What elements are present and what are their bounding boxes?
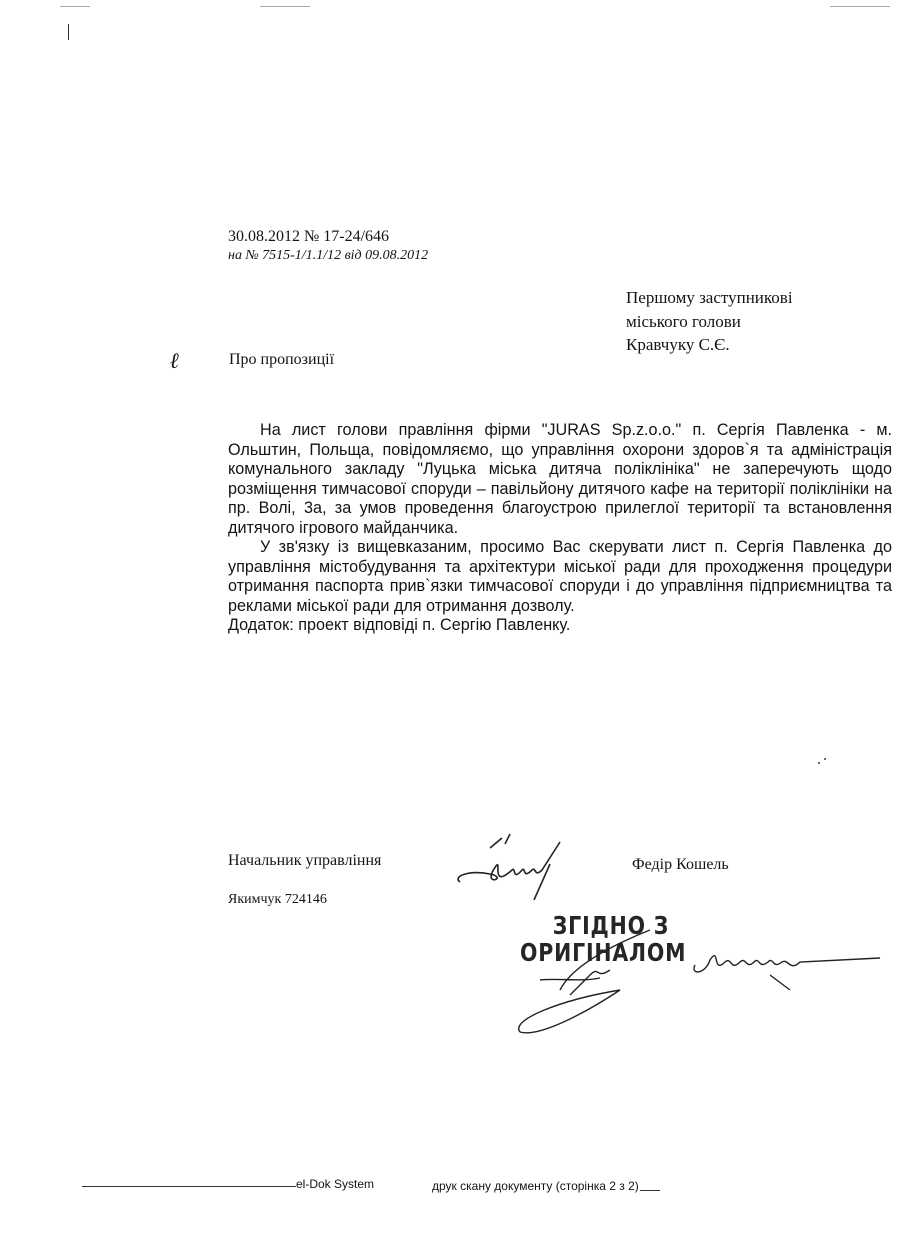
stamp-line-2: ОРИГІНАЛОМ — [520, 938, 687, 967]
outgoing-reference: 30.08.2012 № 17-24/646 — [228, 228, 390, 245]
attachment-line: Додаток: проект відповіді п. Сергію Павленку. — [228, 616, 571, 634]
footer-system-name: el-Dok System — [296, 1177, 375, 1191]
certifier-signature — [500, 920, 880, 1050]
addressee-line-2: міського голови — [626, 312, 741, 331]
footer-rule-left — [82, 1186, 296, 1187]
executor-contact: Якимчук 724146 — [228, 892, 327, 907]
handwritten-signature — [450, 830, 580, 910]
addressee-line-1: Першому заступникові — [626, 288, 793, 307]
signatory-name: Федір Кошель — [632, 856, 729, 873]
incoming-reference: на № 7515-1/1.1/12 від 09.08.2012 — [228, 248, 429, 263]
scan-artifact — [68, 24, 69, 40]
letter-body — [228, 421, 892, 636]
subject-line: Про пропозиції — [229, 351, 335, 368]
footer-rule-right — [640, 1190, 660, 1191]
scan-artifact — [60, 6, 90, 7]
scan-artifact — [260, 6, 310, 7]
body-paragraph-2: У зв'язку із вищевказаним, просимо Вас скерувати лист п. Сергія Павленка до управління містобудування та архітектури міської ради для проходження процедури отримання паспорта прив`язки тимчасової споруди і до управління підприємництва та реклами міської ради для отримання дозволу. — [228, 538, 892, 615]
scan-artifact — [818, 762, 820, 764]
scan-artifact — [824, 758, 826, 760]
margin-mark: ℓ — [170, 348, 180, 373]
stamp-line-1: ЗГІДНО З — [552, 911, 670, 940]
addressee-line-3: Кравчуку С.Є. — [626, 335, 730, 354]
scan-artifact — [830, 6, 890, 7]
body-paragraph-1: На лист голови правління фірми "JURAS Sp.z.o.o." п. Сергія Павленка - м. Ольштин, Польща, повідомляємо, що управління охорони здоров`я та адміністрація комунального закладу "Луцька міська дитяча поліклініка" не заперечують щодо розміщення тимчасової споруди – павільйону дитячого кафе на території поліклініки на пр. Волі, 3а, за умов проведення благоустрою прилеглої території та встановлення дитячого ігрового майданчика. — [228, 421, 892, 537]
signatory-title: Начальник управління — [228, 852, 382, 869]
footer-print-note: друк скану документу (сторінка 2 з 2) — [432, 1179, 639, 1193]
